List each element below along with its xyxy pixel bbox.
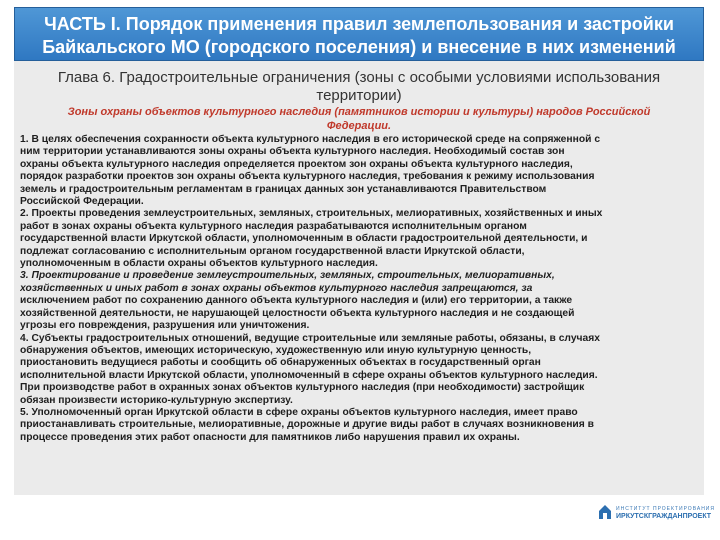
logo-name: ИРКУТСКГРАЖДАНПРОЕКТ bbox=[616, 513, 712, 520]
body-line: исполнительной власти Иркутской области, уполномоченный в сфере охраны объектов культурного наследия. bbox=[20, 369, 598, 381]
header-title-line-2: Байкальского МО (городского поселения) и внесение в них изменений bbox=[42, 37, 676, 57]
section-subtitle-line-2: Федерации. bbox=[326, 120, 392, 132]
body-line: исключением работ по сохранению данного объекта культурного наследия и (или) его территории, а также bbox=[20, 295, 573, 307]
logo-small-text: ИНСТИТУТ ПРОЕКТИРОВАНИЯ bbox=[616, 506, 716, 512]
header-title-line-1: ЧАСТЬ I. Порядок применения правил землепользования и застройки bbox=[44, 14, 674, 34]
body-line: уполномоченным в области охраны объектов культурного наследия. bbox=[20, 258, 378, 270]
content-panel bbox=[14, 61, 704, 495]
chapter-title-line-2: территории) bbox=[316, 87, 402, 104]
body-line: угрозы его повреждения, разрушения или уничтожения. bbox=[20, 320, 310, 332]
body-line: Российской Федерации. bbox=[20, 196, 144, 208]
body-line: 1. В целях обеспечения сохранности объекта культурного наследия в его исторической среде на сопряженной с bbox=[20, 134, 601, 145]
body-line: порядок разработки проектов зон охраны объекта культурного наследия, требования к режиму использования bbox=[20, 171, 595, 183]
body-line: хозяйственных и иных работ в зонах охраны объектов культурного наследия запрещаются, за bbox=[20, 282, 533, 294]
body-line: При производстве работ в охранных зонах объектов культурного наследия (при необходимости) застройщик bbox=[20, 382, 585, 394]
body-text bbox=[20, 134, 700, 444]
body-line: ним территории устанавливаются зоны охраны объекта культурного наследия. Необходимый состав зон bbox=[20, 146, 565, 158]
body-line: государственной власти Иркутской области, уполномоченным в области градостроительной деятельности, и bbox=[20, 233, 588, 245]
body-line: 2. Проекты проведения землеустроительных, земляных, строительных, мелиоративных, хозяйственных и иных bbox=[20, 208, 603, 220]
body-line: хозяйственной деятельности, не нарушающей целостности объекта культурного наследия и не создающей bbox=[20, 307, 575, 319]
body-line: приостановить ведущиеся работы и сообщить об обнаруженных объектах в государственный орган bbox=[20, 357, 541, 369]
section-subtitle-line-1: Зоны охраны объектов культурного наследия (памятников истории и культуры) народов Российской bbox=[67, 106, 651, 118]
body-line: обнаружения объектов, имеющих историческую, художественную или иную культурную ценность, bbox=[20, 344, 532, 356]
chapter-title-line-1: Глава 6. Градостроительные ограничения (зоны с особыми условиями использования bbox=[57, 69, 661, 86]
slide-header bbox=[14, 7, 704, 61]
body-line: обязан произвести историко-культурную экспертизу. bbox=[20, 394, 293, 406]
body-line: земель и градостроительным регламентам в границах данных зон устанавливаются Правительством bbox=[20, 183, 547, 195]
body-line: работ в зонах охраны объекта культурного наследия разрабатываются исполнительным органом bbox=[20, 220, 527, 232]
body-line: подлежат согласованию с исполнительным органом государственной власти Иркутской области, bbox=[20, 245, 525, 257]
body-line: процессе проведения этих работ опасности для памятников либо нарушения правил их охраны. bbox=[20, 431, 520, 443]
building-logo-icon bbox=[598, 504, 612, 520]
section-subtitle bbox=[14, 105, 704, 133]
body-line: 4. Субъекты градостроительных отношений, ведущие строительные или земляные работы, обязаны, в случаях bbox=[20, 332, 600, 344]
body-line: охраны объекта культурного наследия определяется проектом зон охраны объекта культурного наследия, bbox=[20, 158, 573, 170]
body-line: 5. Уполномоченный орган Иркутской области в сфере охраны объектов культурного наследия, имеет право bbox=[20, 406, 578, 418]
body-line: 3. Проектирование и проведение землеустроительных, земляных, строительных, мелиоративных, bbox=[20, 270, 555, 282]
chapter-title bbox=[14, 69, 704, 105]
body-line: приостанавливать строительные, мелиоративные, дорожные и другие виды работ в случаях возникновения в bbox=[20, 419, 594, 431]
company-logo bbox=[598, 500, 716, 528]
